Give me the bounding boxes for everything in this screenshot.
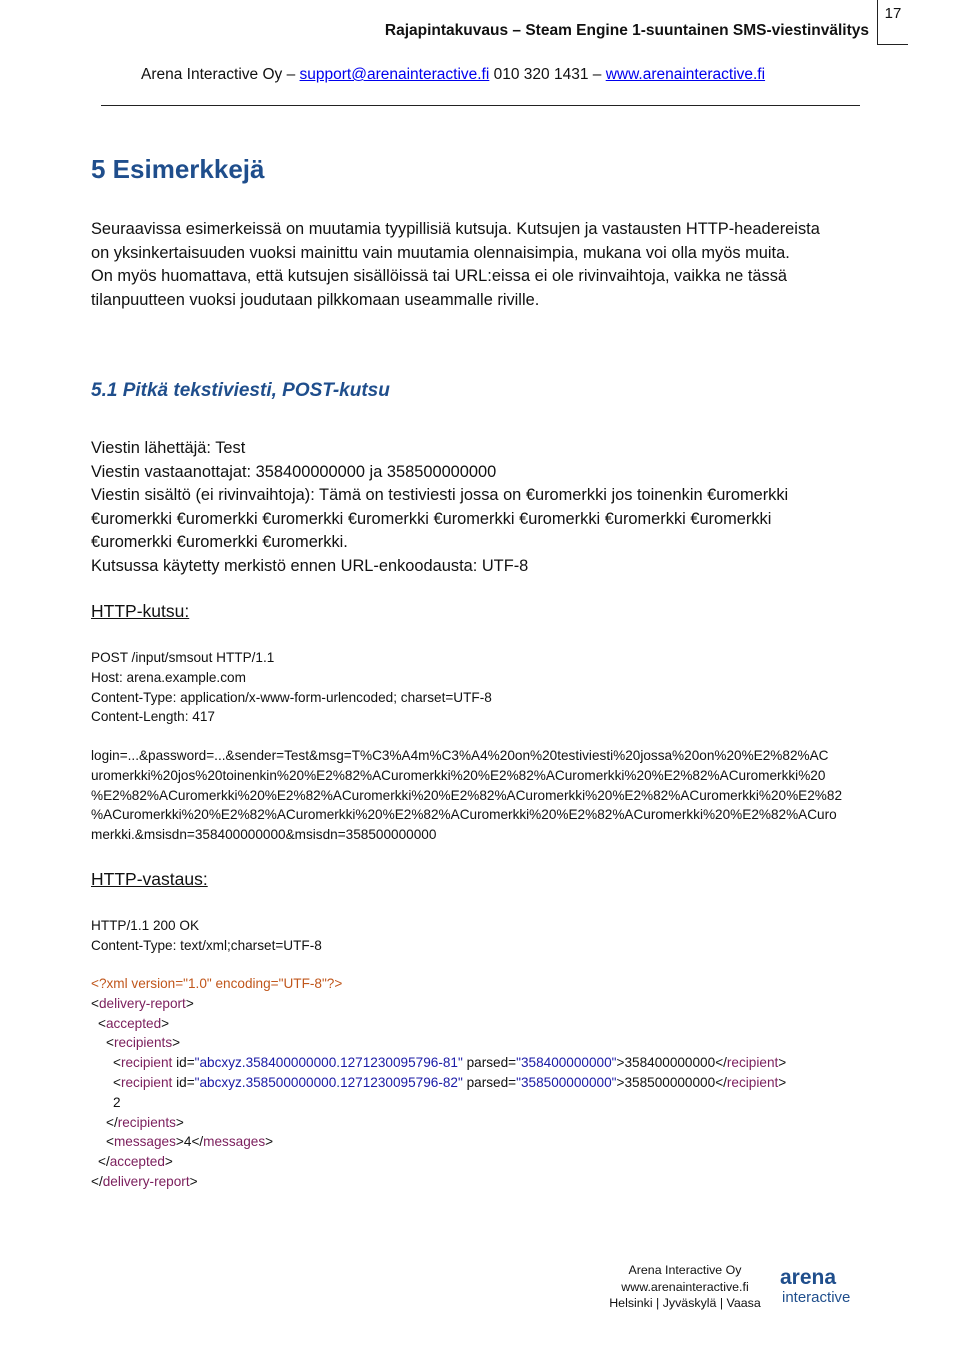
http-request-headers: [91, 648, 492, 727]
xml-tag: delivery-report: [98, 995, 186, 1011]
message-description: [91, 437, 891, 578]
intro-line: On myös huomattava, että kutsujen sisällöissä tai URL:eissa ei ole rivinvaihtoja, vaikka ne tässä: [91, 267, 788, 285]
xml-line: <recipient id="abcxyz.358500000000.1271230095796-82" parsed="358500000000">358500000000</recipient>: [113, 1074, 787, 1090]
xml-line: </accepted>: [98, 1154, 173, 1170]
footer-locations: Helsinki | Jyväskylä | Vaasa: [609, 1296, 761, 1310]
website-link[interactable]: www.arenainteractive.fi: [605, 66, 766, 83]
xml-tag: messages: [113, 1134, 176, 1150]
xml-text: 358500000000: [624, 1074, 716, 1090]
code-line: HTTP/1.1 200 OK: [91, 918, 200, 933]
code-line: Host: arena.example.com: [91, 669, 246, 685]
code-line: %E2%82%ACuromerkki%20%E2%82%ACuromerkki%20%E2%82%ACuromerkki%20%E2%82%ACuromerkki%20%E2%82: [91, 787, 843, 803]
intro-line: on yksinkertaisuuden vuoksi mainittu vain muutamia olennaisimpia, mukana voi olla myös muita.: [91, 243, 790, 262]
xml-attr-value: "abcxyz.358400000000.1271230095796-81": [194, 1055, 463, 1071]
http-request-body: [91, 746, 842, 845]
xml-tag: recipients: [113, 1035, 173, 1051]
xml-line: </recipients>: [106, 1114, 184, 1130]
arena-interactive-logo: [776, 1264, 866, 1308]
intro-line: Seuraavissa esimerkeissä on muutamia tyypillisiä kutsuja. Kutsujen ja vastausten HTTP-headereista: [91, 220, 820, 238]
intro-line: tilanpuutteen vuoksi joudutaan pilkkomaan useammalle riville.: [91, 290, 540, 309]
xml-line: </delivery-report>: [91, 1173, 198, 1189]
document-title: Rajapintakuvaus – Steam Engine 1-suuntainen SMS-viestinvälitys: [384, 22, 869, 39]
message-line: Kutsussa käytetty merkistö ennen URL-enkoodausta: UTF-8: [91, 556, 529, 575]
code-line: merkki.&msisdn=358400000000&msisdn=358500000000: [91, 827, 437, 843]
code-line: Content-Type: text/xml;charset=UTF-8: [91, 937, 322, 953]
xml-attr-value: "358500000000": [516, 1074, 617, 1090]
code-line: uromerkki%20jos%20toinenkin%20%E2%82%ACuromerkki%20%E2%82%ACuromerkki%20%E2%82%ACuromerkki%20: [91, 767, 826, 783]
xml-text: 2: [113, 1094, 121, 1110]
section-heading: 5 Esimerkkejä: [91, 154, 265, 184]
logo-word-arena: arena: [780, 1266, 837, 1289]
xml-tag: accepted: [105, 1015, 162, 1031]
xml-line: [91, 1093, 786, 1113]
xml-tag: recipient: [726, 1074, 779, 1090]
xml-tag: accepted: [109, 1154, 165, 1170]
xml-line: <recipient id="abcxyz.358400000000.1271230095796-81" parsed="358400000000">358400000000</recipient>: [113, 1055, 787, 1071]
footer-company: Arena Interactive Oy: [628, 1263, 742, 1277]
http-request-heading: HTTP-kutsu:: [91, 601, 190, 621]
xml-text: 358400000000: [624, 1055, 716, 1071]
phone-number: 010 320 1431 –: [493, 66, 602, 83]
xml-tag: delivery-report: [102, 1173, 190, 1189]
xml-line: <messages>4</messages>: [106, 1134, 274, 1150]
subsection-heading: 5.1 Pitkä tekstiviesti, POST-kutsu: [91, 380, 390, 401]
xml-tag: recipient: [726, 1055, 779, 1071]
page-number: 17: [877, 0, 908, 45]
code-line: POST /input/smsout HTTP/1.1: [91, 650, 275, 665]
message-line: €uromerkki €uromerkki €uromerkki.: [91, 533, 348, 551]
support-email-link[interactable]: support@arenainteractive.fi: [299, 66, 490, 83]
http-response-headers: [91, 916, 322, 956]
code-line: Content-Type: application/x-www-form-urlencoded; charset=UTF-8: [91, 689, 492, 705]
xml-tag: recipient: [120, 1074, 173, 1090]
message-line: Viestin lähettäjä: Test: [91, 439, 246, 457]
xml-line: <accepted>: [98, 1015, 170, 1031]
xml-declaration: [91, 974, 786, 994]
xml-line: <recipients>: [106, 1035, 181, 1051]
intro-paragraph: [91, 218, 881, 312]
code-line: Content-Length: 417: [91, 709, 215, 725]
code-line: %ACuromerkki%20%E2%82%ACuromerkki%20%E2%82%ACuromerkki%20%E2%82%ACuromerkki%20%E2%82%ACuro: [91, 807, 837, 823]
message-line: Viestin vastaanottajat: 358400000000 ja 358500000000: [91, 462, 497, 481]
xml-declaration-text: <?xml version="1.0" encoding="UTF-8"?>: [91, 976, 343, 991]
xml-attr: parsed=: [466, 1074, 517, 1090]
xml-attr-value: "358400000000": [516, 1055, 617, 1071]
xml-tag: recipients: [117, 1114, 176, 1130]
xml-response: [91, 974, 786, 1192]
footer-contact: [600, 1262, 770, 1312]
xml-attr-value: "abcxyz.358500000000.1271230095796-82": [194, 1074, 463, 1090]
xml-tag: recipient: [120, 1055, 173, 1071]
xml-attr: id=: [176, 1055, 195, 1071]
message-line: Viestin sisältö (ei rivinvaihtoja): Tämä on testiviesti jossa on €uromerkki jos toinenkin €uromerkki: [91, 486, 789, 504]
message-line: €uromerkki €uromerkki €uromerkki €uromerkki €uromerkki €uromerkki €uromerkki €uromerkki: [91, 509, 772, 528]
logo-word-interactive: interactive: [782, 1289, 851, 1306]
xml-line: <delivery-report>: [91, 995, 194, 1011]
http-response-heading: HTTP-vastaus:: [91, 869, 208, 889]
xml-attr: id=: [176, 1074, 195, 1090]
xml-attr: parsed=: [466, 1055, 517, 1071]
header-contact-line: [141, 66, 765, 84]
header-divider: [101, 105, 860, 106]
code-line: login=...&password=...&sender=Test&msg=T%C3%A4m%C3%A4%20on%20testiviesti%20jossa%20on%20%E2%82%AC: [91, 748, 829, 763]
xml-tag: messages: [203, 1134, 266, 1150]
xml-text: 4: [183, 1134, 192, 1150]
company-name: Arena Interactive Oy –: [141, 66, 296, 83]
footer-website: www.arenainteractive.fi: [621, 1279, 749, 1294]
